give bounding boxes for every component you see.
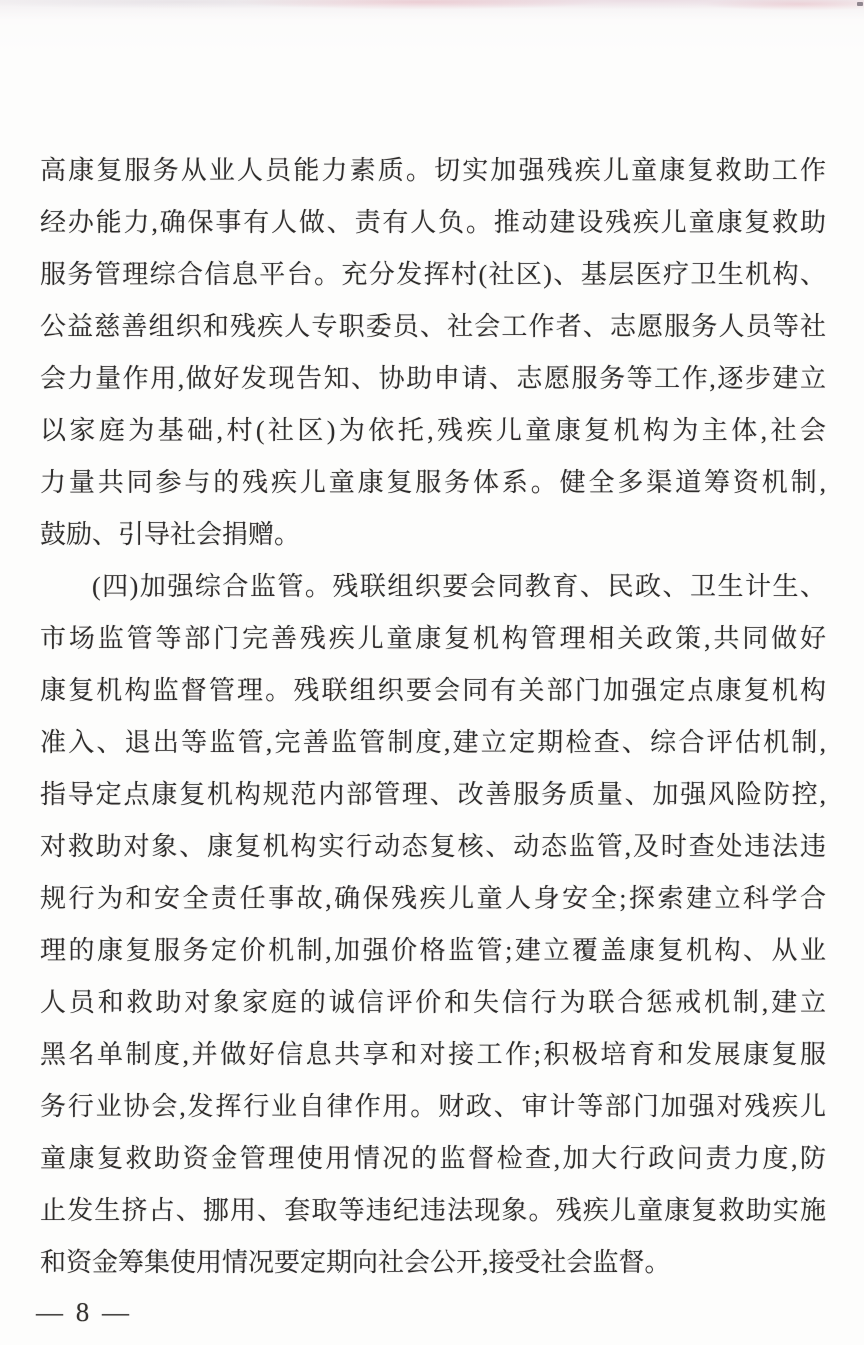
text-line: 服务管理综合信息平台。充分发挥村(社区)、基层医疗卫生机构、 — [40, 260, 826, 289]
text-line: 务行业协会,发挥行业自律作用。财政、审计等部门加强对残疾儿 — [40, 1092, 826, 1121]
page-number: — 8 — — [36, 1297, 132, 1327]
text-line: 公益慈善组织和残疾人专职委员、社会工作者、志愿服务人员等社 — [40, 312, 826, 341]
text-line: 力量共同参与的残疾儿童康复服务体系。健全多渠道筹资机制, — [40, 468, 826, 497]
document-body — [40, 145, 826, 1289]
text-line: 鼓励、引导社会捐赠。 — [40, 520, 301, 549]
text-line: 对救助对象、康复机构实行动态复核、动态监管,及时查处违法违 — [40, 832, 826, 861]
scan-corner-speck — [857, 2, 863, 6]
text-line: 经办能力,确保事有人做、责有人负。推动建设残疾儿童康复救助 — [40, 208, 826, 237]
text-line: 规行为和安全责任事故,确保残疾儿童人身安全;探索建立科学合 — [40, 884, 826, 913]
text-line: 康复机构监督管理。残联组织要会同有关部门加强定点康复机构 — [40, 676, 826, 705]
text-line: (四)加强综合监管。残联组织要会同教育、民政、卫生计生、 — [92, 572, 826, 601]
scan-smudge-artifact — [0, 0, 864, 34]
text-line: 高康复服务从业人员能力素质。切实加强残疾儿童康复救助工作 — [40, 156, 826, 185]
text-line: 准入、退出等监管,完善监管制度,建立定期检查、综合评估机制, — [40, 728, 826, 757]
text-line: 指导定点康复机构规范内部管理、改善服务质量、加强风险防控, — [40, 780, 826, 809]
text-line: 会力量作用,做好发现告知、协助申请、志愿服务等工作,逐步建立 — [40, 364, 826, 393]
text-line: 人员和救助对象家庭的诚信评价和失信行为联合惩戒机制,建立 — [40, 988, 826, 1017]
text-line: 童康复救助资金管理使用情况的监督检查,加大行政问责力度,防 — [40, 1144, 826, 1173]
text-line: 止发生挤占、挪用、套取等违纪违法现象。残疾儿童康复救助实施 — [40, 1196, 826, 1225]
text-line: 和资金筹集使用情况要定期向社会公开,接受社会监督。 — [40, 1248, 671, 1277]
text-line: 理的康复服务定价机制,加强价格监管;建立覆盖康复机构、从业 — [40, 936, 826, 965]
text-line: 市场监管等部门完善残疾儿童康复机构管理相关政策,共同做好 — [40, 624, 826, 653]
text-line: 黑名单制度,并做好信息共享和对接工作;积极培育和发展康复服 — [40, 1040, 826, 1069]
text-line: 以家庭为基础,村(社区)为依托,残疾儿童康复机构为主体,社会 — [40, 416, 826, 445]
